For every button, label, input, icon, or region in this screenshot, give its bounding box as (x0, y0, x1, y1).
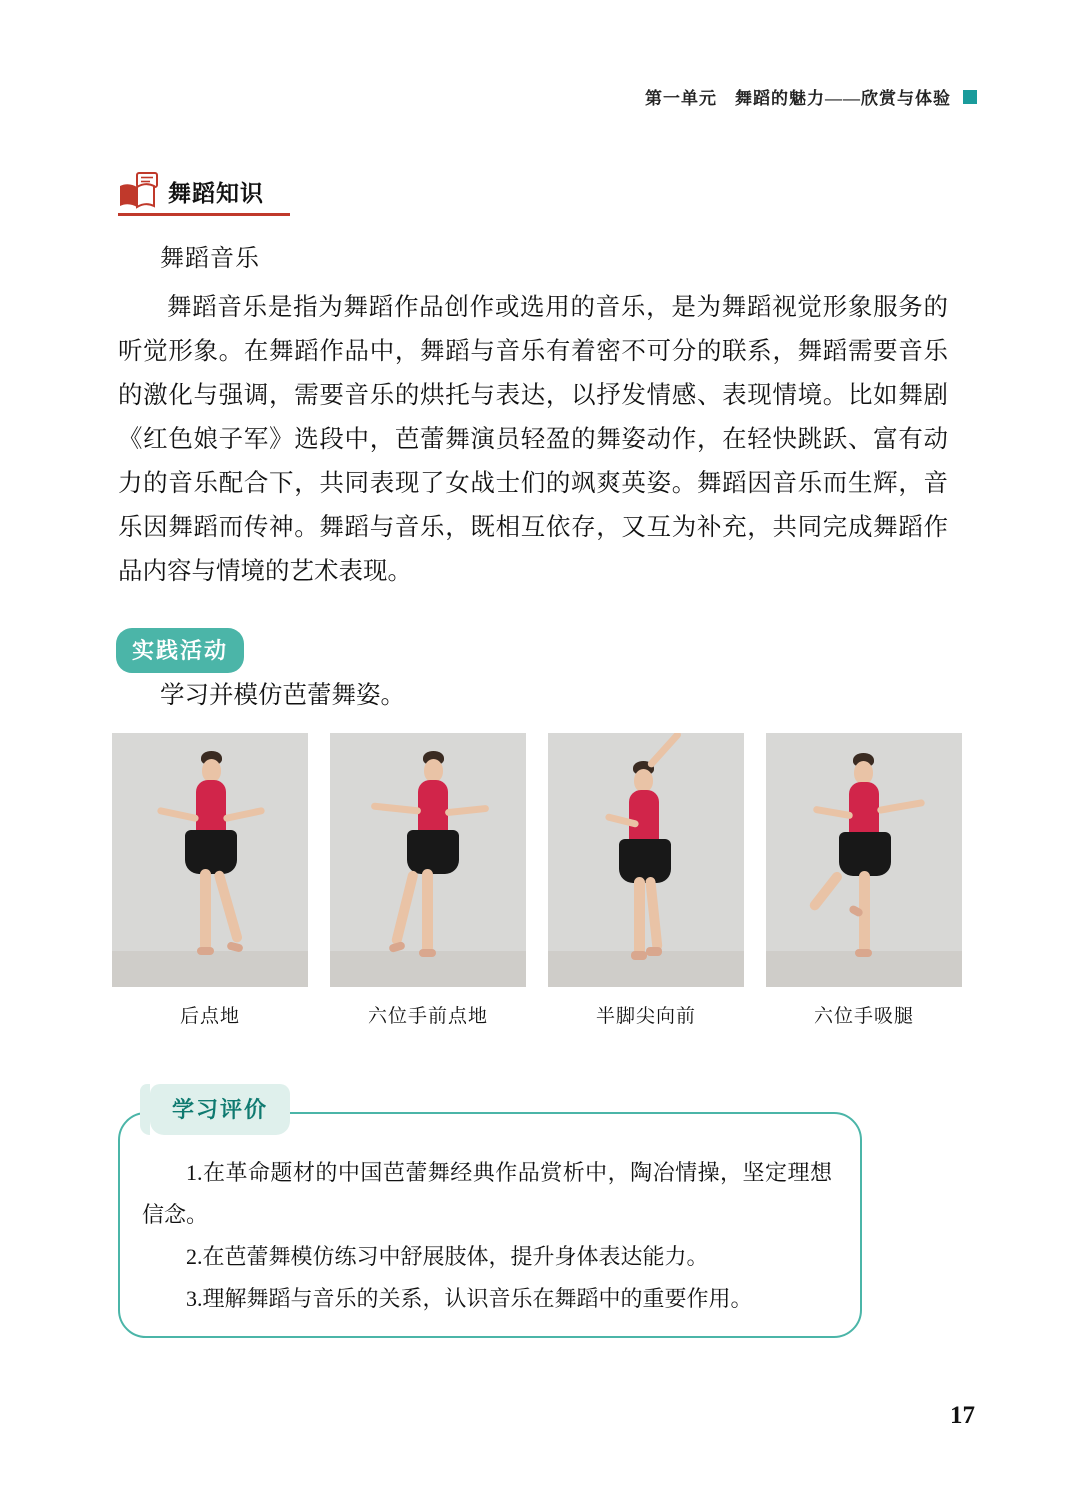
knowledge-body-text: 舞蹈音乐是指为舞蹈作品创作或选用的音乐，是为舞蹈视觉形象服务的听觉形象。在舞蹈作品中，舞蹈与音乐有着密不可分的联系，舞蹈需要音乐的激化与强调，需要音乐的烘托与表达，以抒发情感、表现情境。比如舞剧《红色娘子军》选段中，芭蕾舞演员轻盈的舞姿动作，在轻快跳跃、富有动力的音乐配合下，共同表现了女战士们的飒爽英姿。舞蹈因音乐而生辉，音乐因舞蹈而传神。舞蹈与音乐，既相互依存，又互为补充，共同完成舞蹈作品内容与情境的艺术表现。 (118, 294, 948, 585)
practice-activity-badge: 实践活动 (116, 628, 244, 673)
running-head (645, 84, 977, 109)
ballet-photo-row (112, 733, 952, 1028)
evaluation-item-2: 2.在芭蕾舞模仿练习中舒展肢体，提升身体表达能力。 (186, 1244, 709, 1269)
evaluation-item-1: 1.在革命题材的中国芭蕾舞经典作品赏析中，陶冶情操，坚定理想信念。 (142, 1160, 832, 1227)
photo-card-4 (766, 733, 962, 1028)
dancer-figure (135, 747, 285, 973)
dancer-figure (571, 747, 721, 973)
photo-caption-4: 六位手吸腿 (813, 1006, 914, 1027)
photo-caption-2: 六位手前点地 (367, 1006, 488, 1027)
photo-card-3 (548, 733, 744, 1028)
knowledge-subtitle: 舞蹈音乐 (160, 246, 260, 272)
unit-marker-icon (963, 90, 977, 104)
ballet-pose-photo-3 (548, 733, 744, 987)
open-book-icon (118, 172, 158, 210)
ballet-pose-photo-1 (112, 733, 308, 987)
photo-card-1 (112, 733, 308, 1028)
photo-card-2 (330, 733, 526, 1028)
ballet-pose-photo-4 (766, 733, 962, 987)
ballet-pose-photo-2 (330, 733, 526, 987)
running-head-text: 第一单元 舞蹈的魅力——欣赏与体验 (645, 89, 951, 108)
knowledge-section-header (118, 172, 264, 210)
knowledge-underline (118, 213, 290, 216)
evaluation-item-3: 3.理解舞蹈与音乐的关系，认识音乐在舞蹈中的重要作用。 (186, 1286, 753, 1311)
evaluation-tab-label: 学习评价 (150, 1084, 290, 1135)
dancer-figure (789, 747, 939, 973)
dancer-figure (353, 747, 503, 973)
photo-caption-1: 后点地 (179, 1006, 240, 1027)
knowledge-section-label: 舞蹈知识 (168, 181, 264, 206)
practice-instruction: 学习并模仿芭蕾舞姿。 (160, 682, 405, 709)
page-number: 17 (950, 1402, 975, 1429)
evaluation-list (142, 1152, 832, 1320)
photo-caption-3: 半脚尖向前 (595, 1006, 696, 1027)
